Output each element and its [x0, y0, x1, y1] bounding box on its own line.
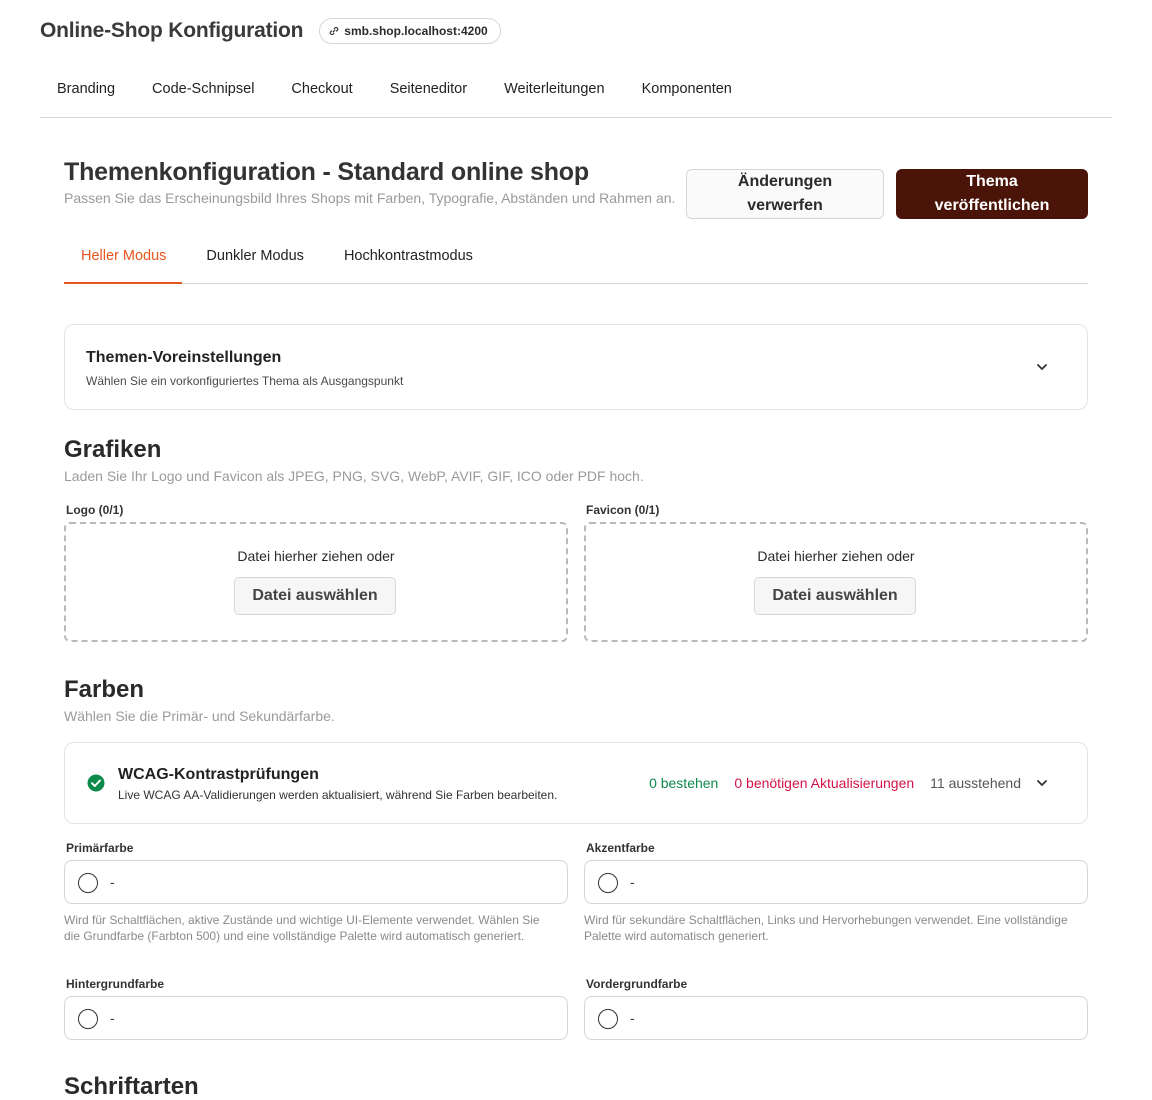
- host-chip[interactable]: [319, 18, 500, 44]
- accent-color-help: Wird für sekundäre Schaltflächen, Links und Hervorhebungen verwendet. Eine vollständige Palette wird automatisch generiert.: [584, 913, 1068, 943]
- discard-label-line2: verwerfen: [747, 197, 823, 214]
- wcag-passed-count: 0 bestehen: [649, 775, 719, 791]
- foreground-color-input[interactable]: [584, 996, 1088, 1040]
- accent-color-swatch[interactable]: [598, 873, 618, 893]
- link-icon: [329, 26, 339, 36]
- primary-color-help: Wird für Schaltflächen, aktive Zustände und wichtige UI-Elemente verwendet. Wählen Sie die Grundfarbe (Farbton 500) und eine vollständige Palette wird automatisch generiert.: [64, 913, 540, 943]
- wcag-checks-card[interactable]: [64, 742, 1088, 824]
- wcag-subtitle: Live WCAG AA-Validierungen werden aktualisiert, während Sie Farben bearbeiten.: [118, 788, 558, 802]
- graphics-title: Grafiken: [64, 436, 162, 463]
- favicon-dropzone[interactable]: [584, 522, 1088, 642]
- favicon-drop-text: Datei hierher ziehen oder: [757, 548, 915, 564]
- presets-subtitle: Wählen Sie ein vorkonfiguriertes Thema als Ausgangspunkt: [86, 374, 404, 388]
- tab-branding[interactable]: Branding: [57, 81, 116, 97]
- wcag-stats: [649, 775, 1021, 791]
- presets-title: Themen-Voreinstellungen: [86, 349, 282, 366]
- discard-label-line1: Änderungen: [737, 173, 833, 190]
- logo-dropzone[interactable]: [64, 522, 568, 642]
- favicon-label: Favicon (0/1): [586, 503, 660, 517]
- primary-color-value: -: [110, 874, 115, 890]
- fonts-title: Schriftarten: [64, 1073, 199, 1100]
- favicon-select-file-button[interactable]: Datei auswählen: [754, 577, 916, 615]
- tab-checkout[interactable]: Checkout: [291, 81, 353, 97]
- page-title: Themenkonfiguration - Standard online shop: [64, 158, 589, 186]
- publish-label-line2: veröffentlichen: [934, 197, 1050, 214]
- tab-code-snippets[interactable]: Code-Schnipsel: [152, 81, 255, 97]
- theme-presets-card[interactable]: [64, 324, 1088, 410]
- accent-color-label: Akzentfarbe: [586, 841, 655, 855]
- host-text: smb.shop.localhost:4200: [344, 24, 488, 38]
- publish-theme-button[interactable]: [896, 169, 1088, 219]
- logo-label: Logo (0/1): [66, 503, 124, 517]
- background-color-label: Hintergrundfarbe: [66, 977, 165, 991]
- background-color-swatch[interactable]: [78, 1009, 98, 1029]
- wcag-pending-count: 11 ausstehend: [930, 775, 1021, 791]
- page-subtitle: Passen Sie das Erscheinungsbild Ihres Shops mit Farben, Typografie, Abständen und Rahmen an.: [64, 190, 676, 206]
- chevron-down-icon[interactable]: [1035, 360, 1049, 374]
- primary-color-label: Primärfarbe: [66, 841, 134, 855]
- logo-drop-text: Datei hierher ziehen oder: [237, 548, 395, 564]
- accent-color-input[interactable]: [584, 860, 1088, 904]
- graphics-subtitle: Laden Sie Ihr Logo und Favicon als JPEG, PNG, SVG, WebP, AVIF, GIF, ICO oder PDF hoch.: [64, 468, 644, 484]
- discard-changes-button[interactable]: [686, 169, 884, 219]
- colors-title: Farben: [64, 676, 145, 703]
- primary-color-input[interactable]: [64, 860, 568, 904]
- wcag-title: WCAG-Kontrastprüfungen: [118, 766, 319, 783]
- mode-tabs: [64, 236, 1088, 284]
- check-circle-icon: [87, 774, 105, 792]
- tab-light-mode[interactable]: Heller Modus: [64, 236, 182, 284]
- chevron-down-icon[interactable]: [1035, 776, 1049, 790]
- foreground-color-swatch[interactable]: [598, 1009, 618, 1029]
- background-color-input[interactable]: [64, 996, 568, 1040]
- tab-components[interactable]: Komponenten: [641, 81, 732, 97]
- tab-page-editor[interactable]: Seiteneditor: [389, 81, 468, 97]
- colors-subtitle: Wählen Sie die Primär- und Sekundärfarbe.: [64, 708, 335, 724]
- foreground-color-value: -: [630, 1010, 635, 1026]
- main-nav: [40, 70, 1112, 118]
- background-color-value: -: [110, 1010, 115, 1026]
- app-header: [40, 18, 501, 44]
- accent-color-value: -: [630, 874, 635, 890]
- primary-color-swatch[interactable]: [78, 873, 98, 893]
- foreground-color-label: Vordergrundfarbe: [586, 977, 688, 991]
- tab-redirects[interactable]: Weiterleitungen: [504, 81, 605, 97]
- page-heading: [64, 158, 704, 208]
- tab-dark-mode[interactable]: Dunkler Modus: [206, 248, 304, 264]
- wcag-needs-update-count: 0 benötigen Aktualisierungen: [734, 775, 915, 791]
- logo-select-file-button[interactable]: Datei auswählen: [234, 577, 396, 615]
- publish-label-line1: Thema: [966, 173, 1018, 190]
- tab-high-contrast-mode[interactable]: Hochkontrastmodus: [343, 248, 473, 264]
- app-title: Online-Shop Konfiguration: [40, 19, 304, 42]
